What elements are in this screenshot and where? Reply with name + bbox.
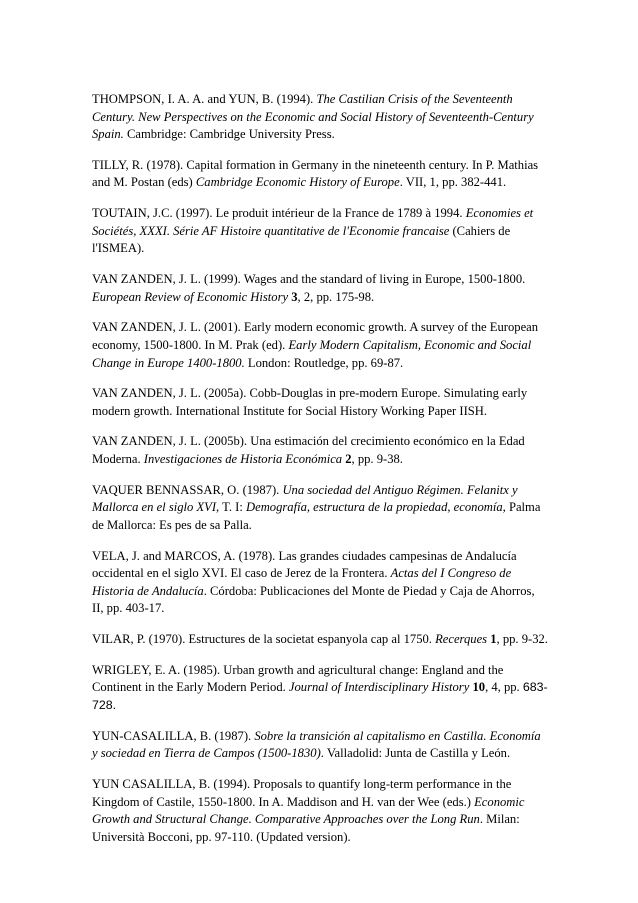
reference-entry <box>92 776 548 846</box>
reference-list <box>92 91 548 859</box>
reference-title: Actas del I Congreso de Historia de Andalucía <box>92 566 512 598</box>
reference-title: Recerques <box>435 632 488 647</box>
reference-text: London: Routledge, pp. 69-87. <box>244 355 404 370</box>
reference-text: Palma de Mallorca: Es pes de sa Palla. <box>92 500 541 532</box>
reference-entry <box>92 482 548 535</box>
reference-text: (Cahiers de l'ISMEA). <box>92 223 511 256</box>
reference-entry <box>92 385 548 420</box>
reference-text: VILAR, P. (1970). Estructures de la societat espanyola cap al 1750. <box>92 632 436 647</box>
reference-text: , T. I: <box>216 500 247 515</box>
reference-volume: 2 <box>345 452 352 467</box>
reference-title: Cambridge Economic History of Europe <box>195 175 400 190</box>
reference-pages: 683-728. <box>92 680 548 712</box>
reference-title: Investigaciones de Historia Económica <box>143 452 343 467</box>
reference-volume: 3 <box>291 289 298 304</box>
reference-title: Una sociedad del Antiguo Régimen. Felanitx y Mallorca en el siglo XVI <box>92 482 518 515</box>
reference-title: European Review of Economic History <box>92 289 289 304</box>
reference-text: TILLY, R. (1978). Capital formation in Germany in the nineteenth century. In P. Mathias and M. Postan (eds) <box>92 157 539 190</box>
reference-entry <box>92 728 548 763</box>
reference-entry <box>92 319 548 372</box>
reference-entry <box>92 433 548 468</box>
reference-text: , 2, pp. 175-98. <box>297 289 375 304</box>
reference-text: . VII, 1, pp. 382-441. <box>399 175 507 190</box>
reference-text: YUN-CASALILLA, B. (1987). <box>92 728 255 743</box>
reference-title: Economic Growth and Structural Change. Comparative Approaches over the Long Run <box>92 794 525 827</box>
reference-text: VAN ZANDEN, J. L. (2005b). Una estimación del crecimiento económico en la Edad Moderna. <box>92 434 525 467</box>
reference-volume: 1 <box>490 632 497 647</box>
reference-entry <box>92 157 548 192</box>
reference-text: VAN ZANDEN, J. L. (2001). Early modern economic growth. A survey of the European economy, 1500-1800. In M. Prak (ed). <box>92 320 539 352</box>
reference-entry <box>92 548 548 618</box>
reference-volume: 10 <box>472 680 486 695</box>
reference-text: , pp. 9-38. <box>351 452 403 467</box>
reference-title: Demografía, estructura de la propiedad, economía, <box>246 500 506 515</box>
reference-text: . Valladolid: Junta de Castilla y León. <box>320 746 511 761</box>
reference-entry <box>92 205 548 258</box>
reference-text: YUN CASALILLA, B. (1994). Proposals to quantify long-term performance in the Kingdom of Castile, 1550-1800. In A. Maddison and H. van der Wee (eds.) <box>92 776 512 809</box>
reference-text: WRIGLEY, E. A. (1985). Urban growth and agricultural change: England and the Continent in the Early Modern Period. <box>92 662 504 695</box>
reference-title: The Castilian Crisis of the Seventeenth Century. New Perspectives on the Economic and Social History of Seventeenth-Century Spain. <box>92 92 534 142</box>
reference-entry <box>92 271 548 306</box>
reference-entry <box>92 631 548 649</box>
reference-title: Journal of Interdisciplinary History <box>288 680 470 695</box>
reference-text: . Córdoba: Publicaciones del Monte de Piedad y Caja de Ahorros, II, pp. 403-17. <box>92 583 535 616</box>
reference-text: VAN ZANDEN, J. L. (2005a). Cobb-Douglas in pre-modern Europe. Simulating early modern growth. International Institute for Social History Working Paper IISH. <box>92 386 528 418</box>
reference-text: VELA, J. and MARCOS, A. (1978). Las grandes ciudades campesinas de Andalucía occidental en el siglo XVI. El caso de Jerez de la Frontera. <box>92 548 517 581</box>
reference-title: Early Modern Capitalism, Economic and Social Change in Europe 1400-1800. <box>92 337 532 370</box>
reference-entry <box>92 91 548 144</box>
reference-entry <box>92 662 548 715</box>
reference-text: TOUTAIN, J.C. (1997). Le produit intérieur de la France de 1789 à 1994. <box>92 206 466 221</box>
reference-title: Sobre la transición al capitalismo en Castilla. Economía y sociedad en Tierra de Campos (1500-1830) <box>92 728 541 761</box>
reference-text: Cambridge: Cambridge University Press. <box>123 127 335 142</box>
reference-text: , pp. 9-32. <box>496 632 548 647</box>
reference-text: . Milan: Università Bocconi, pp. 97-110. (Updated version). <box>92 812 520 844</box>
reference-text: , 4, pp. <box>485 680 523 695</box>
reference-text: THOMPSON, I. A. A. and YUN, B. (1994). <box>92 92 317 106</box>
reference-text: VAN ZANDEN, J. L. (1999). Wages and the standard of living in Europe, 1500-1800. <box>92 272 526 287</box>
reference-title: Economies et Sociétés, XXXI. Série AF Histoire quantitative de l'Economie francaise <box>92 206 534 238</box>
reference-text: VAQUER BENNASSAR, O. (1987). <box>92 482 283 497</box>
